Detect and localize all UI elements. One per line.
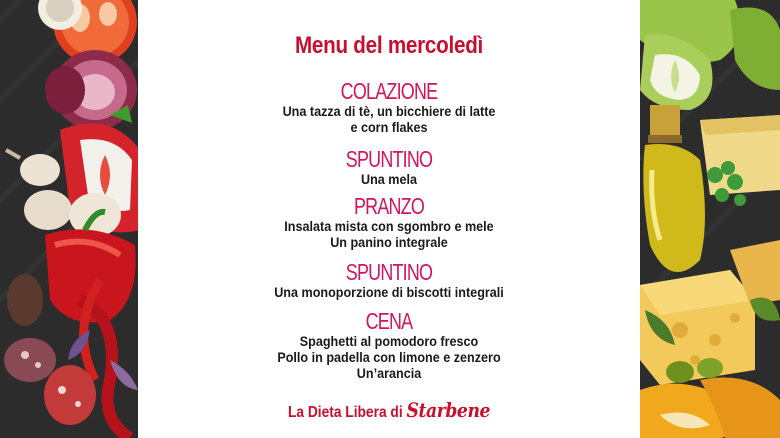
vegetable-border-left-icon — [0, 0, 138, 438]
menu-item: Un’arancia — [356, 365, 422, 381]
section-title: COLAZIONE — [340, 78, 438, 104]
section-spuntino-1 — [138, 148, 640, 187]
brand-logo: Starbene — [406, 398, 491, 422]
section-colazione — [138, 80, 640, 135]
menu-item: Una monoporzione di biscotti integrali — [274, 284, 504, 300]
vegetable-border-right-icon — [640, 0, 780, 438]
menu-item: Spaghetti al pomodoro fresco — [299, 333, 479, 349]
section-title: SPUNTINO — [345, 146, 433, 172]
menu-item: e corn flakes — [350, 119, 428, 135]
menu-item: Insalata mista con sgombro e mele — [284, 218, 494, 234]
section-spuntino-2 — [138, 261, 640, 300]
section-title: SPUNTINO — [345, 259, 433, 285]
section-title: PRANZO — [353, 193, 425, 219]
footer-credit — [173, 398, 605, 422]
page-title: Menu del mercoledì — [294, 32, 484, 59]
footer-prefix: La Dieta Libera di — [287, 404, 403, 421]
menu-panel — [138, 0, 640, 438]
section-title: CENA — [365, 308, 413, 334]
section-cena — [138, 310, 640, 381]
menu-item: Pollo in padella con limone e zenzero — [277, 349, 501, 365]
menu-item: Una mela — [360, 171, 418, 187]
menu-item: Una tazza di tè, un bicchiere di latte — [282, 103, 496, 119]
section-pranzo — [138, 195, 640, 250]
menu-item: Un panino integrale — [330, 234, 448, 250]
